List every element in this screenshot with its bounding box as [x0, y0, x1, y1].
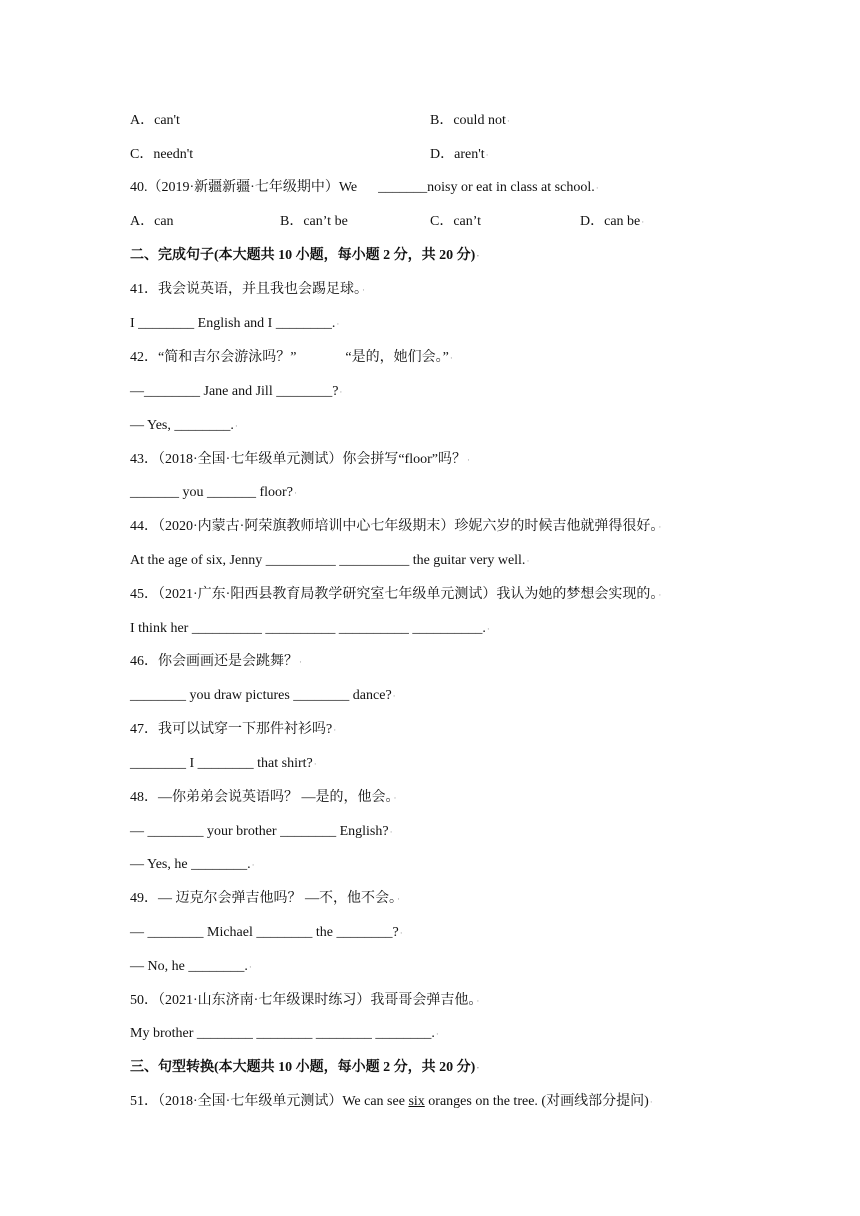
q46-answer: ________ you draw pictures ________ dance?· — [130, 688, 396, 703]
q43-answer: _______ you _______ floor?· — [130, 485, 297, 500]
q42-line1: —________ Jane and Jill ________?· — [130, 384, 343, 399]
q45-answer: I think her __________ __________ __________ __________.· — [130, 621, 490, 636]
q43-prompt: 43．（2018·全国·七年级单元测试）你会拼写“floor”吗？· — [130, 452, 470, 467]
q47-prompt: 47．我可以试穿一下那件衬衫吗?· — [130, 722, 337, 737]
q41-prompt: 41．我会说英语，并且我也会踢足球。· — [130, 282, 365, 297]
q49-prompt: 49．— 迈克尔会弹吉他吗？ —不，他不会。· — [130, 891, 400, 906]
q48-line2: — Yes, he ________.· — [130, 857, 255, 872]
q51-underlined-word: six — [408, 1094, 425, 1109]
section2-title: 二、完成句子(本大题共 10 小题，每小题 2 分，共 20 分)· — [130, 248, 480, 263]
q48-prompt: 48．—你弟弟会说英语吗？ —是的，他会。· — [130, 790, 397, 805]
q44-answer: At the age of six, Jenny __________ __________ the guitar very well.· — [130, 553, 530, 568]
q42-prompt: 42．“简和吉尔会游泳吗？” “是的，她们会。”· — [130, 350, 453, 365]
q49-line2: — No, he ________.· — [130, 959, 252, 974]
section3-title: 三、句型转换(本大题共 10 小题，每小题 2 分，共 20 分)· — [130, 1060, 480, 1075]
q40-stem: 40.（2019·新疆新疆·七年级期中）We _______noisy or eat in class at school.· — [130, 180, 599, 195]
q39-option-a: A．can't — [130, 113, 180, 128]
q41-answer: I ________ English and I ________.· — [130, 316, 340, 331]
q39-option-d: D．aren't· — [430, 147, 489, 162]
q40-option-d: D．can be· — [580, 214, 645, 229]
q48-line1: — ________ your brother ________ English?· — [130, 824, 393, 839]
q49-line1: — ________ Michael ________ the ________?· — [130, 925, 403, 940]
q40-option-b: B．can’t be — [280, 214, 348, 229]
q40-option-c: C．can’t — [430, 214, 482, 229]
q50-prompt: 50．（2021·山东济南·七年级课时练习）我哥哥会弹吉他。· — [130, 993, 480, 1008]
q44-prompt: 44．（2020·内蒙古·阿荣旗教师培训中心七年级期末）珍妮六岁的时候吉他就弹得很好。· — [130, 519, 662, 534]
q46-prompt: 46．你会画画还是会跳舞？· — [130, 654, 302, 669]
q39-option-c: C．needn't — [130, 147, 194, 162]
q47-answer: ________ I ________ that shirt?· — [130, 756, 317, 771]
q45-prompt: 45．（2021·广东·阳西县教育局教学研究室七年级单元测试）我认为她的梦想会实现的。· — [130, 587, 662, 602]
q51-prompt: 51．（2018·全国·七年级单元测试）We can see six oranges on the tree. (对画线部分提问)· — [130, 1094, 653, 1109]
q40-option-a: A．can — [130, 214, 174, 229]
q42-line2: — Yes, ________.· — [130, 418, 238, 433]
q39-option-b: B．could not· — [430, 113, 510, 128]
q50-answer: My brother ________ ________ ________ ________.· — [130, 1026, 439, 1041]
